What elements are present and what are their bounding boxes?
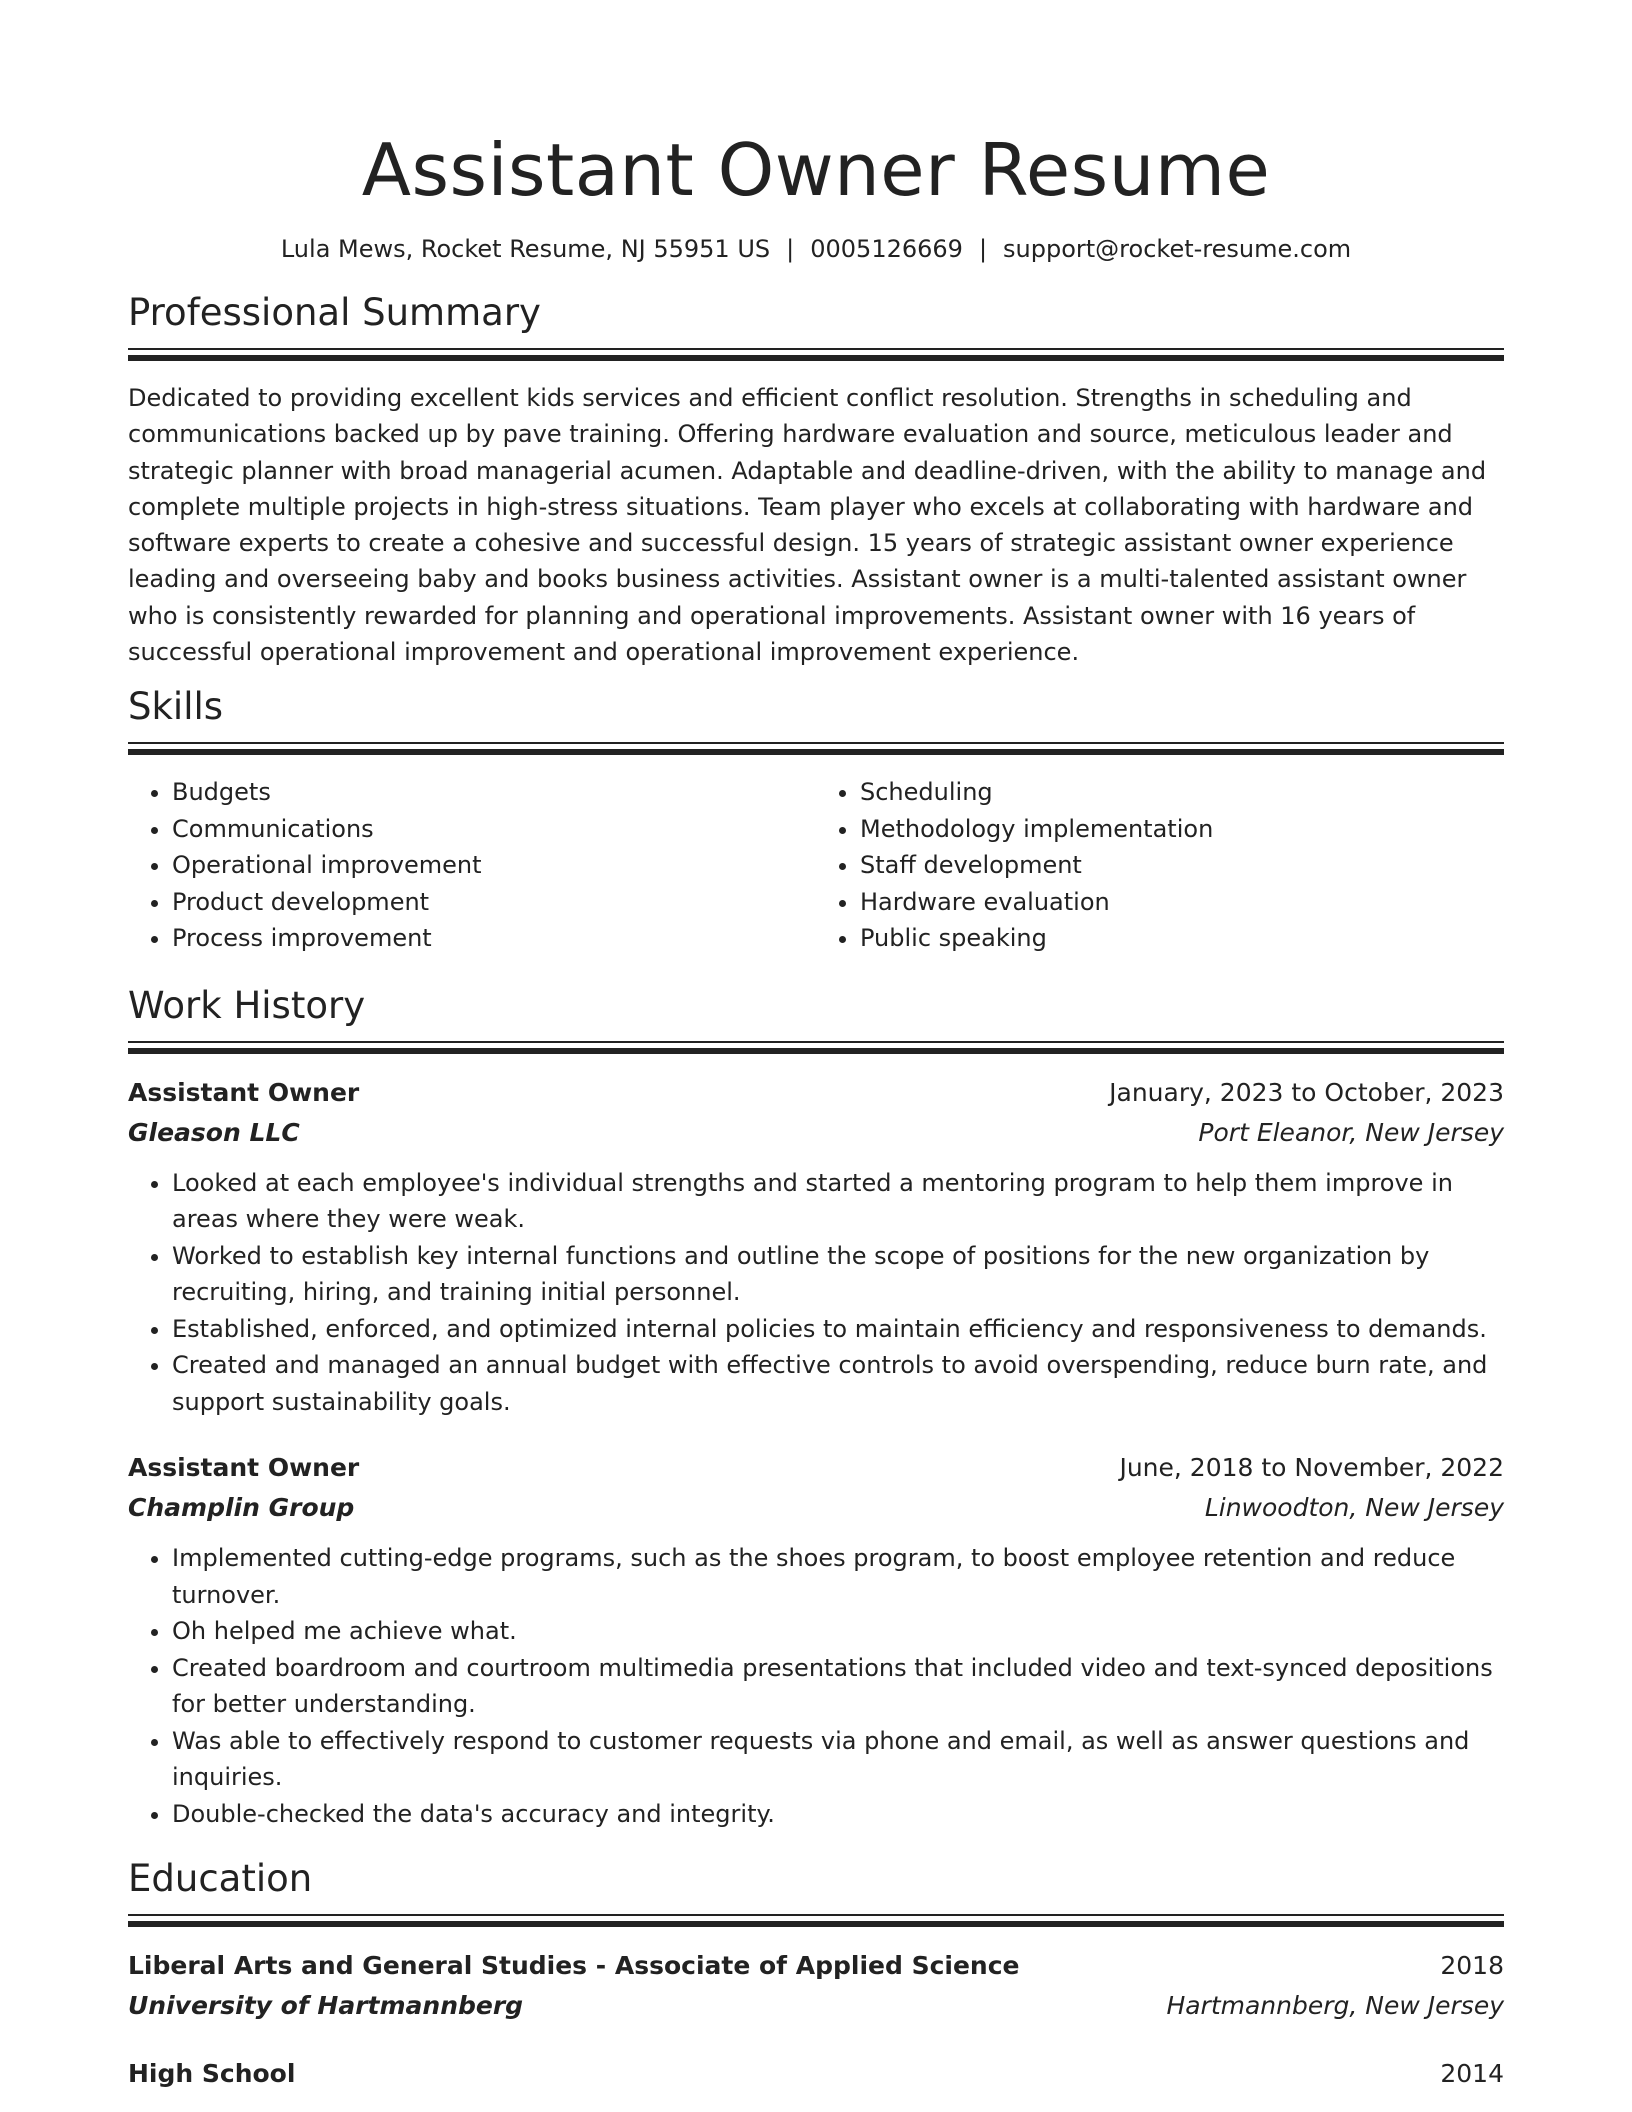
- job-bullet: • Created boardroom and courtroom multimedia presentations that included video and text-synced depositions for better understanding.: [172, 1650, 1504, 1723]
- work-heading: Work History: [128, 983, 366, 1027]
- education-year: 2018: [1440, 1951, 1504, 1981]
- skills-section: [128, 682, 1504, 957]
- work-section: [128, 981, 1504, 1833]
- resume-page: [128, 0, 1504, 2094]
- contact-separator: |: [786, 235, 795, 263]
- skill-item: • Product development: [172, 884, 816, 921]
- skill-item: • Scheduling: [860, 774, 1504, 811]
- education-year: 2014: [1440, 2059, 1504, 2089]
- resume-title: Assistant Owner Resume: [361, 128, 1271, 212]
- job-bullets: [128, 1540, 1504, 1832]
- education-location: Hartmannberg, New Jersey: [1166, 1991, 1504, 2021]
- education-degree: High School: [128, 2059, 296, 2089]
- job-title: Assistant Owner: [128, 1077, 360, 1107]
- job-bullet: • Was able to effectively respond to customer requests via phone and email, as well as answer questions and inquiries.: [172, 1723, 1504, 1796]
- job-company: Gleason LLC: [128, 1117, 300, 1147]
- skill-item: • Budgets: [172, 774, 816, 811]
- job-dates: June, 2018 to November, 2022: [1119, 1453, 1504, 1483]
- job-bullet: • Double-checked the data's accuracy and integrity.: [172, 1796, 1504, 1833]
- education-subheader: [128, 1986, 1504, 2026]
- contact-phone: 0005126669: [810, 235, 963, 263]
- summary-text: Dedicated to providing excellent kids services and efficient conflict resolution. Strengths in scheduling and communications backed up by pave training. Offering hardware evaluation and source, meticulous leader and strategic planner with broad managerial acumen. Adaptable and deadline-driven, with the ability to manage and complete multiple projects in high-stress situations. Team player who excels at collaborating with hardware and software experts to create a cohesive and successful design. 15 years of strategic assistant owner experience leading and overseeing baby and books business activities. Assistant owner is a multi-talented assistant owner who is consistently rewarded for planning and operational improvements. Assistant owner with 16 years of successful operational improvement and operational improvement experience.: [128, 384, 1487, 667]
- job-company: Champlin Group: [128, 1493, 355, 1523]
- job-subheader: [128, 1488, 1504, 1528]
- skills-list: [128, 774, 1504, 957]
- job-entry: [128, 1448, 1504, 1832]
- education-school: University of Hartmannberg: [128, 1991, 524, 2021]
- contact-line: [128, 232, 1504, 266]
- job-title: Assistant Owner: [128, 1453, 360, 1483]
- job-bullet: • Looked at each employee's individual strengths and started a mentoring program to help them improve in areas where they were weak.: [172, 1165, 1504, 1238]
- skill-item: • Operational improvement: [172, 847, 816, 884]
- skills-column-right: [816, 774, 1504, 957]
- job-subheader: [128, 1113, 1504, 1153]
- job-header: [128, 1448, 1504, 1488]
- education-header: [128, 1946, 1504, 1986]
- section-divider: [128, 1914, 1504, 1928]
- skill-item: • Communications: [172, 811, 816, 848]
- job-header: [128, 1073, 1504, 1113]
- job-location: Port Eleanor, New Jersey: [1198, 1117, 1504, 1147]
- skill-item: • Hardware evaluation: [860, 884, 1504, 921]
- job-bullet: • Created and managed an annual budget with effective controls to avoid overspending, reduce burn rate, and support sustainability goals.: [172, 1347, 1504, 1420]
- skills-heading: Skills: [128, 685, 224, 729]
- education-section: [128, 1854, 1504, 2094]
- contact-separator: |: [978, 235, 988, 263]
- summary-heading: Professional Summary: [128, 291, 541, 334]
- job-entry: [128, 1073, 1504, 1421]
- education-header: [128, 2054, 1504, 2094]
- job-dates: January, 2023 to October, 2023: [1109, 1077, 1504, 1107]
- education-heading: Education: [128, 1857, 313, 1901]
- contact-address: Lula Mews, Rocket Resume, NJ 55951 US: [280, 235, 771, 263]
- skill-item: • Methodology implementation: [860, 811, 1504, 848]
- job-bullet: • Oh helped me achieve what.: [172, 1613, 1504, 1650]
- education-entry: [128, 1946, 1504, 2026]
- job-location: Linwoodton, New Jersey: [1204, 1493, 1504, 1523]
- job-bullet: • Implemented cutting-edge programs, such as the shoes program, to boost employee retention and reduce turnover.: [172, 1540, 1504, 1613]
- contact-email: support@rocket-resume.com: [1003, 235, 1352, 263]
- section-divider: [128, 1041, 1504, 1055]
- section-divider: [128, 742, 1504, 756]
- skill-item: • Process improvement: [172, 920, 816, 957]
- education-degree: Liberal Arts and General Studies - Associate of Applied Science: [128, 1951, 1020, 1981]
- summary-section: [128, 288, 1504, 670]
- education-entry: [128, 2054, 1504, 2094]
- section-divider: [128, 348, 1504, 362]
- skill-item: • Staff development: [860, 847, 1504, 884]
- job-bullet: • Worked to establish key internal functions and outline the scope of positions for the new organization by recruiting, hiring, and training initial personnel.: [172, 1238, 1504, 1311]
- skill-item: • Public speaking: [860, 920, 1504, 957]
- job-bullet: • Established, enforced, and optimized internal policies to maintain efficiency and responsiveness to demands.: [172, 1311, 1504, 1348]
- job-bullets: [128, 1165, 1504, 1421]
- skills-column-left: [128, 774, 816, 957]
